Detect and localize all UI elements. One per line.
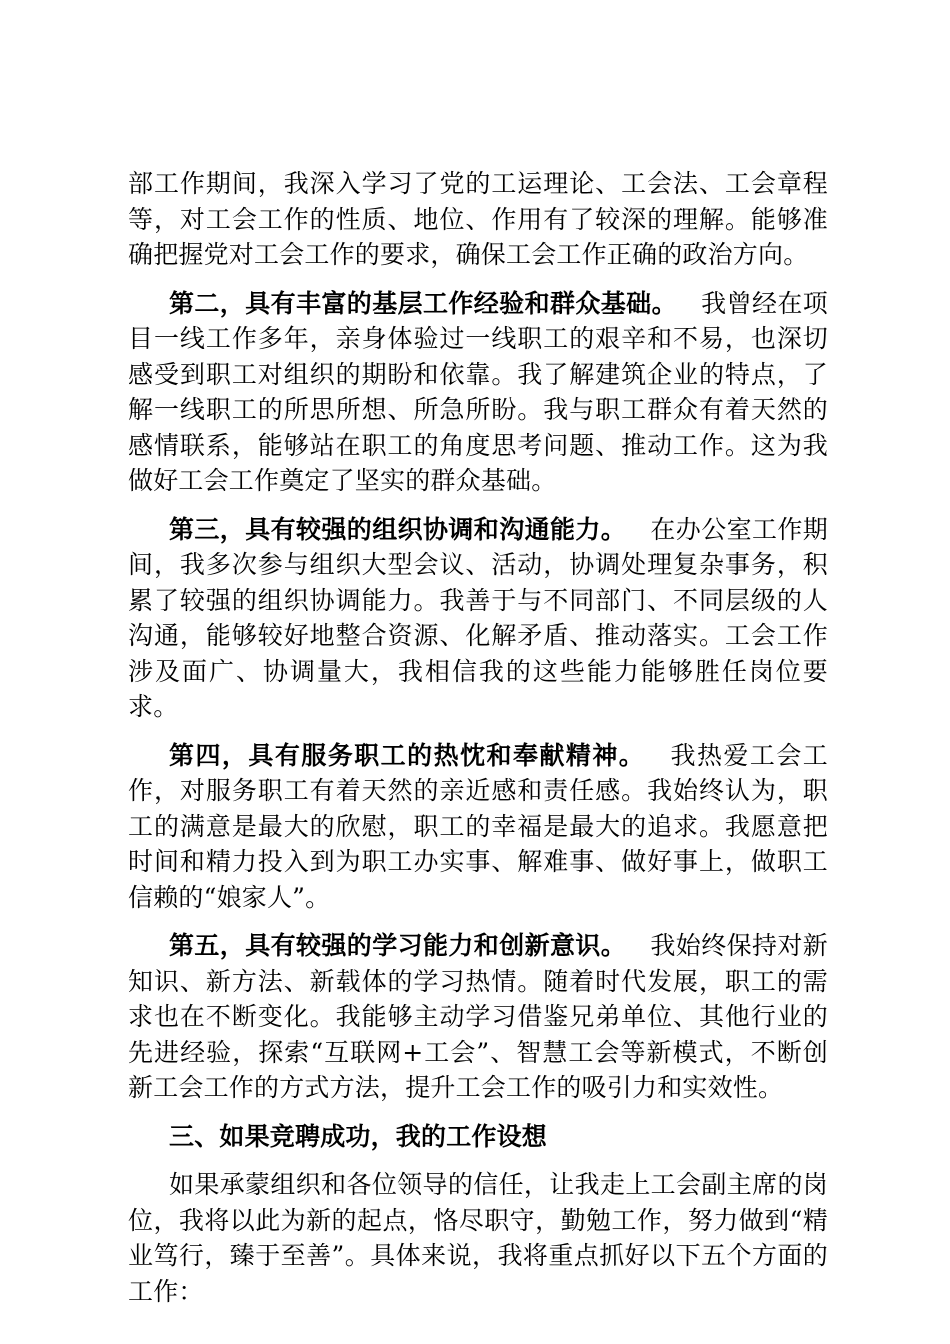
paragraph-text: 部工作期间，我深入学习了党的工运理论、工会法、工会章程等，对工会工作的性质、地位、作用有了较深的理解。能够准确把握党对工会工作的要求，确保工会工作正确的政治方向。	[128, 169, 828, 269]
paragraph-strength-5	[128, 928, 828, 1106]
paragraph-lead: 第四，具有服务职工的热忱和奉献精神。	[169, 740, 646, 770]
paragraph-lead: 第五，具有较强的学习能力和创新意识。	[169, 931, 627, 960]
paragraph-continuation	[128, 166, 828, 273]
paragraph-lead: 第三，具有较强的组织协调和沟通能力。	[169, 514, 627, 544]
paragraph-text: 我曾经在项目一线工作多年，亲身体验过一线职工的艰辛和不易，也深切感受到职工对组织的期盼和依靠。我了解建筑企业的特点，了解一线职工的所思所想、所急所盼。我与职工群众有着天然的感情联系，能够站在职工的角度思考问题、推动工作。这为我做好工会工作奠定了坚实的群众基础。	[128, 288, 828, 495]
paragraph-strength-3	[128, 512, 828, 725]
paragraph-strength-2	[128, 286, 828, 499]
document-body	[128, 166, 828, 1322]
paragraph-text: 在办公室工作期间，我多次参与组织大型会议、活动，协调处理复杂事务，积累了较强的组织协调能力。我善于与不同部门、不同层级的人沟通，能够较好地整合资源、化解矛盾、推动落实。工会工作涉及面广、协调量大，我相信我的这些能力能够胜任岗位要求。	[128, 514, 828, 721]
paragraph-text: 我始终保持对新知识、新方法、新载体的学习热情。随着时代发展，职工的需求也在不断变化。我能够主动学习借鉴兄弟单位、其他行业的先进经验，探索“互联网+工会”、智慧工会等新模式，不断创新工会工作的方式方法，提升工会工作的吸引力和实效性。	[128, 931, 828, 1102]
paragraph-text: 我热爱工会工作，对服务职工有着天然的亲近感和责任感。我始终认为，职工的满意是最大的欣慰，职工的幸福是最大的追求。我愿意把时间和精力投入到为职工办实事、解难事、做好事上，做职工信赖的“娘家人”。	[128, 740, 828, 912]
paragraph-text: 如果承蒙组织和各位领导的信任，让我走上工会副主席的岗位，我将以此为新的起点，恪尽职守，勤勉工作，努力做到“精业笃行，臻于至善”。具体来说，我将重点抓好以下五个方面的工作：	[128, 1170, 828, 1306]
section-heading: 三、如果竞聘成功，我的工作设想	[169, 1121, 548, 1151]
paragraph-closing	[128, 1167, 828, 1309]
paragraph-strength-4	[128, 738, 828, 916]
paragraph-lead: 第二，具有丰富的基层工作经验和群众基础。	[169, 288, 677, 318]
